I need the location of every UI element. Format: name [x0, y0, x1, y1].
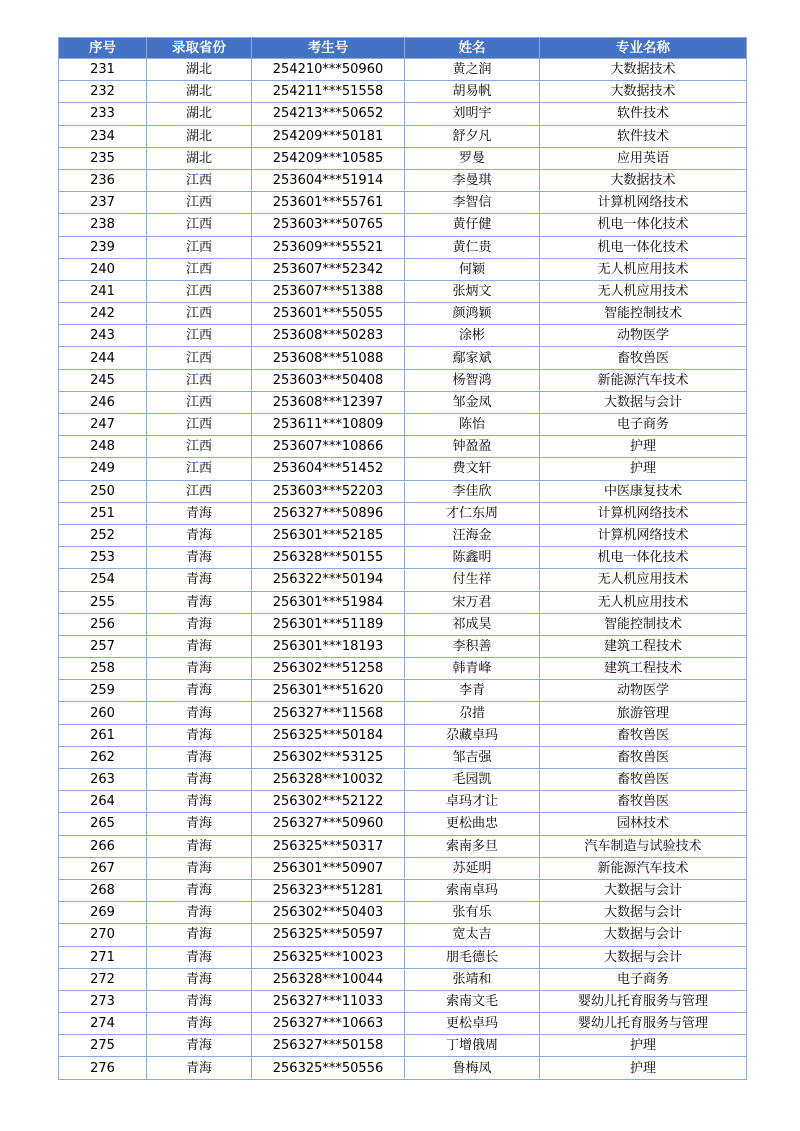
province-cell: 青海 [147, 1035, 252, 1057]
candidate-number-cell: 256328***10032 [252, 769, 405, 791]
serial-number-cell: 256 [59, 613, 147, 635]
province-cell: 青海 [147, 658, 252, 680]
province-cell: 江西 [147, 436, 252, 458]
candidate-number-cell: 256325***50184 [252, 724, 405, 746]
major-cell: 大数据与会计 [540, 924, 747, 946]
serial-number-cell: 246 [59, 391, 147, 413]
name-cell: 宋万君 [405, 591, 540, 613]
table-row [59, 414, 747, 436]
province-cell: 江西 [147, 347, 252, 369]
candidate-number-cell: 256302***51258 [252, 658, 405, 680]
name-cell: 李积善 [405, 635, 540, 657]
name-cell: 陈鑫明 [405, 547, 540, 569]
name-cell: 颜鸿颖 [405, 303, 540, 325]
candidate-number-cell: 253607***10866 [252, 436, 405, 458]
candidate-number-cell: 253608***12397 [252, 391, 405, 413]
name-cell: 宽太吉 [405, 924, 540, 946]
name-cell: 罗曼 [405, 147, 540, 169]
serial-number-cell: 271 [59, 946, 147, 968]
candidate-number-cell: 256301***51189 [252, 613, 405, 635]
serial-number-cell: 275 [59, 1035, 147, 1057]
major-cell: 电子商务 [540, 968, 747, 990]
province-cell: 青海 [147, 746, 252, 768]
name-cell: 张有乐 [405, 902, 540, 924]
major-cell: 畜牧兽医 [540, 347, 747, 369]
major-cell: 无人机应用技术 [540, 591, 747, 613]
table-row [59, 1057, 747, 1079]
serial-number-cell: 263 [59, 769, 147, 791]
province-cell: 湖北 [147, 59, 252, 81]
major-cell: 智能控制技术 [540, 613, 747, 635]
table-row [59, 436, 747, 458]
province-cell: 青海 [147, 524, 252, 546]
candidate-number-cell: 256327***10663 [252, 1013, 405, 1035]
serial-number-cell: 260 [59, 702, 147, 724]
province-cell: 青海 [147, 569, 252, 591]
province-cell: 江西 [147, 258, 252, 280]
name-cell: 更松卓玛 [405, 1013, 540, 1035]
candidate-number-cell: 256301***52185 [252, 524, 405, 546]
table-row [59, 591, 747, 613]
candidate-number-cell: 256301***51620 [252, 680, 405, 702]
serial-number-cell: 262 [59, 746, 147, 768]
province-cell: 青海 [147, 968, 252, 990]
name-cell: 何颖 [405, 258, 540, 280]
province-cell: 青海 [147, 946, 252, 968]
major-cell: 畜牧兽医 [540, 769, 747, 791]
major-cell: 婴幼儿托育服务与管理 [540, 1013, 747, 1035]
name-cell: 汪海金 [405, 524, 540, 546]
major-cell: 应用英语 [540, 147, 747, 169]
table-row [59, 547, 747, 569]
admission-table [58, 37, 747, 1080]
province-cell: 青海 [147, 591, 252, 613]
name-cell: 李曼琪 [405, 169, 540, 191]
province-cell: 青海 [147, 680, 252, 702]
name-cell: 丁增俄周 [405, 1035, 540, 1057]
name-cell: 韩青峰 [405, 658, 540, 680]
serial-number-cell: 239 [59, 236, 147, 258]
table-row [59, 391, 747, 413]
province-cell: 江西 [147, 214, 252, 236]
candidate-number-cell: 253611***10809 [252, 414, 405, 436]
province-cell: 青海 [147, 1057, 252, 1079]
major-cell: 动物医学 [540, 680, 747, 702]
table-row [59, 236, 747, 258]
candidate-number-cell: 256302***53125 [252, 746, 405, 768]
major-cell: 机电一体化技术 [540, 214, 747, 236]
province-cell: 青海 [147, 1013, 252, 1035]
province-cell: 江西 [147, 236, 252, 258]
name-cell: 鲁梅凤 [405, 1057, 540, 1079]
header-major: 专业名称 [540, 38, 747, 59]
header-province: 录取省份 [147, 38, 252, 59]
table-row [59, 724, 747, 746]
major-cell: 大数据与会计 [540, 879, 747, 901]
candidate-number-cell: 256327***50158 [252, 1035, 405, 1057]
name-cell: 黄之润 [405, 59, 540, 81]
table-row [59, 702, 747, 724]
name-cell: 邹吉强 [405, 746, 540, 768]
table-row [59, 635, 747, 657]
province-cell: 青海 [147, 990, 252, 1012]
major-cell: 护理 [540, 1035, 747, 1057]
candidate-number-cell: 253608***51088 [252, 347, 405, 369]
major-cell: 护理 [540, 436, 747, 458]
name-cell: 涂彬 [405, 325, 540, 347]
table-row [59, 1013, 747, 1035]
major-cell: 新能源汽车技术 [540, 369, 747, 391]
table-row [59, 192, 747, 214]
serial-number-cell: 264 [59, 791, 147, 813]
serial-number-cell: 249 [59, 458, 147, 480]
table-row [59, 835, 747, 857]
name-cell: 索南多旦 [405, 835, 540, 857]
major-cell: 大数据与会计 [540, 391, 747, 413]
table-body [59, 59, 747, 1080]
serial-number-cell: 270 [59, 924, 147, 946]
major-cell: 软件技术 [540, 125, 747, 147]
name-cell: 陈怡 [405, 414, 540, 436]
serial-number-cell: 231 [59, 59, 147, 81]
major-cell: 智能控制技术 [540, 303, 747, 325]
candidate-number-cell: 254209***10585 [252, 147, 405, 169]
name-cell: 朋毛德长 [405, 946, 540, 968]
candidate-number-cell: 256327***11568 [252, 702, 405, 724]
candidate-number-cell: 256327***50896 [252, 502, 405, 524]
major-cell: 畜牧兽医 [540, 746, 747, 768]
table-row [59, 303, 747, 325]
table-row [59, 857, 747, 879]
major-cell: 畜牧兽医 [540, 724, 747, 746]
serial-number-cell: 236 [59, 169, 147, 191]
serial-number-cell: 276 [59, 1057, 147, 1079]
header-candidate-number: 考生号 [252, 38, 405, 59]
table-row [59, 347, 747, 369]
table-row [59, 280, 747, 302]
name-cell: 李智信 [405, 192, 540, 214]
table-row [59, 258, 747, 280]
serial-number-cell: 253 [59, 547, 147, 569]
major-cell: 新能源汽车技术 [540, 857, 747, 879]
province-cell: 青海 [147, 813, 252, 835]
major-cell: 汽车制造与试验技术 [540, 835, 747, 857]
candidate-number-cell: 254211***51558 [252, 81, 405, 103]
serial-number-cell: 237 [59, 192, 147, 214]
province-cell: 青海 [147, 924, 252, 946]
table-row [59, 879, 747, 901]
major-cell: 机电一体化技术 [540, 547, 747, 569]
table-row [59, 502, 747, 524]
candidate-number-cell: 256301***51984 [252, 591, 405, 613]
name-cell: 毛园凯 [405, 769, 540, 791]
table-row [59, 480, 747, 502]
province-cell: 青海 [147, 724, 252, 746]
candidate-number-cell: 256328***50155 [252, 547, 405, 569]
province-cell: 青海 [147, 879, 252, 901]
candidate-number-cell: 256325***50556 [252, 1057, 405, 1079]
province-cell: 江西 [147, 391, 252, 413]
serial-number-cell: 235 [59, 147, 147, 169]
major-cell: 大数据技术 [540, 169, 747, 191]
province-cell: 江西 [147, 480, 252, 502]
serial-number-cell: 266 [59, 835, 147, 857]
candidate-number-cell: 256325***50597 [252, 924, 405, 946]
serial-number-cell: 247 [59, 414, 147, 436]
major-cell: 软件技术 [540, 103, 747, 125]
name-cell: 刘明宇 [405, 103, 540, 125]
major-cell: 大数据技术 [540, 59, 747, 81]
major-cell: 护理 [540, 1057, 747, 1079]
province-cell: 湖北 [147, 147, 252, 169]
major-cell: 无人机应用技术 [540, 258, 747, 280]
name-cell: 付生祥 [405, 569, 540, 591]
table-row [59, 147, 747, 169]
major-cell: 电子商务 [540, 414, 747, 436]
name-cell: 才仁东周 [405, 502, 540, 524]
table-row [59, 990, 747, 1012]
candidate-number-cell: 256302***50403 [252, 902, 405, 924]
table-row [59, 1035, 747, 1057]
major-cell: 建筑工程技术 [540, 658, 747, 680]
province-cell: 青海 [147, 769, 252, 791]
province-cell: 青海 [147, 902, 252, 924]
major-cell: 计算机网络技术 [540, 502, 747, 524]
province-cell: 湖北 [147, 125, 252, 147]
candidate-number-cell: 253601***55055 [252, 303, 405, 325]
table-row [59, 169, 747, 191]
table-row [59, 791, 747, 813]
serial-number-cell: 233 [59, 103, 147, 125]
name-cell: 尕措 [405, 702, 540, 724]
serial-number-cell: 232 [59, 81, 147, 103]
name-cell: 更松曲忠 [405, 813, 540, 835]
candidate-number-cell: 256327***50960 [252, 813, 405, 835]
serial-number-cell: 272 [59, 968, 147, 990]
province-cell: 江西 [147, 280, 252, 302]
name-cell: 尕藏卓玛 [405, 724, 540, 746]
major-cell: 无人机应用技术 [540, 280, 747, 302]
name-cell: 杨智鸿 [405, 369, 540, 391]
candidate-number-cell: 253601***55761 [252, 192, 405, 214]
province-cell: 湖北 [147, 81, 252, 103]
candidate-number-cell: 256301***50907 [252, 857, 405, 879]
major-cell: 无人机应用技术 [540, 569, 747, 591]
candidate-number-cell: 256328***10044 [252, 968, 405, 990]
candidate-number-cell: 253609***55521 [252, 236, 405, 258]
province-cell: 青海 [147, 835, 252, 857]
province-cell: 湖北 [147, 103, 252, 125]
candidate-number-cell: 256323***51281 [252, 879, 405, 901]
table-row [59, 902, 747, 924]
serial-number-cell: 243 [59, 325, 147, 347]
major-cell: 建筑工程技术 [540, 635, 747, 657]
name-cell: 卓玛才让 [405, 791, 540, 813]
major-cell: 计算机网络技术 [540, 524, 747, 546]
name-cell: 张炳文 [405, 280, 540, 302]
table-row [59, 613, 747, 635]
serial-number-cell: 257 [59, 635, 147, 657]
name-cell: 黄仔健 [405, 214, 540, 236]
major-cell: 大数据与会计 [540, 902, 747, 924]
candidate-number-cell: 253604***51452 [252, 458, 405, 480]
province-cell: 青海 [147, 791, 252, 813]
name-cell: 索南文毛 [405, 990, 540, 1012]
table-row [59, 569, 747, 591]
major-cell: 园林技术 [540, 813, 747, 835]
province-cell: 江西 [147, 325, 252, 347]
table-row [59, 524, 747, 546]
major-cell: 旅游管理 [540, 702, 747, 724]
serial-number-cell: 234 [59, 125, 147, 147]
candidate-number-cell: 256325***50317 [252, 835, 405, 857]
name-cell: 苏延明 [405, 857, 540, 879]
serial-number-cell: 251 [59, 502, 147, 524]
header-name: 姓名 [405, 38, 540, 59]
province-cell: 青海 [147, 502, 252, 524]
name-cell: 索南卓玛 [405, 879, 540, 901]
serial-number-cell: 245 [59, 369, 147, 391]
province-cell: 青海 [147, 547, 252, 569]
serial-number-cell: 238 [59, 214, 147, 236]
serial-number-cell: 248 [59, 436, 147, 458]
table-row [59, 458, 747, 480]
name-cell: 李佳欣 [405, 480, 540, 502]
major-cell: 婴幼儿托育服务与管理 [540, 990, 747, 1012]
name-cell: 黄仁贵 [405, 236, 540, 258]
serial-number-cell: 240 [59, 258, 147, 280]
table-row [59, 968, 747, 990]
serial-number-cell: 268 [59, 879, 147, 901]
name-cell: 胡易帆 [405, 81, 540, 103]
province-cell: 青海 [147, 613, 252, 635]
serial-number-cell: 250 [59, 480, 147, 502]
major-cell: 动物医学 [540, 325, 747, 347]
candidate-number-cell: 253603***50765 [252, 214, 405, 236]
table-row [59, 81, 747, 103]
name-cell: 费文轩 [405, 458, 540, 480]
serial-number-cell: 267 [59, 857, 147, 879]
serial-number-cell: 259 [59, 680, 147, 702]
serial-number-cell: 255 [59, 591, 147, 613]
name-cell: 舒夕凡 [405, 125, 540, 147]
province-cell: 江西 [147, 414, 252, 436]
candidate-number-cell: 254209***50181 [252, 125, 405, 147]
serial-number-cell: 244 [59, 347, 147, 369]
major-cell: 大数据技术 [540, 81, 747, 103]
candidate-number-cell: 254210***50960 [252, 59, 405, 81]
table-row [59, 680, 747, 702]
major-cell: 中医康复技术 [540, 480, 747, 502]
name-cell: 邹金凤 [405, 391, 540, 413]
serial-number-cell: 254 [59, 569, 147, 591]
name-cell: 李青 [405, 680, 540, 702]
name-cell: 鄢家斌 [405, 347, 540, 369]
admission-list-sheet [58, 37, 741, 1080]
table-row [59, 59, 747, 81]
header-serial-number: 序号 [59, 38, 147, 59]
table-row [59, 369, 747, 391]
province-cell: 青海 [147, 702, 252, 724]
name-cell: 钟盈盈 [405, 436, 540, 458]
candidate-number-cell: 253603***50408 [252, 369, 405, 391]
serial-number-cell: 252 [59, 524, 147, 546]
serial-number-cell: 261 [59, 724, 147, 746]
province-cell: 江西 [147, 192, 252, 214]
candidate-number-cell: 254213***50652 [252, 103, 405, 125]
candidate-number-cell: 253608***50283 [252, 325, 405, 347]
candidate-number-cell: 253604***51914 [252, 169, 405, 191]
table-row [59, 325, 747, 347]
major-cell: 大数据与会计 [540, 946, 747, 968]
major-cell: 计算机网络技术 [540, 192, 747, 214]
table-row [59, 769, 747, 791]
candidate-number-cell: 253603***52203 [252, 480, 405, 502]
province-cell: 青海 [147, 857, 252, 879]
candidate-number-cell: 256327***11033 [252, 990, 405, 1012]
table-row [59, 924, 747, 946]
serial-number-cell: 258 [59, 658, 147, 680]
serial-number-cell: 265 [59, 813, 147, 835]
table-row [59, 103, 747, 125]
serial-number-cell: 274 [59, 1013, 147, 1035]
province-cell: 江西 [147, 458, 252, 480]
candidate-number-cell: 256301***18193 [252, 635, 405, 657]
province-cell: 青海 [147, 635, 252, 657]
table-row [59, 746, 747, 768]
province-cell: 江西 [147, 369, 252, 391]
candidate-number-cell: 256302***52122 [252, 791, 405, 813]
candidate-number-cell: 256322***50194 [252, 569, 405, 591]
serial-number-cell: 273 [59, 990, 147, 1012]
major-cell: 机电一体化技术 [540, 236, 747, 258]
major-cell: 畜牧兽医 [540, 791, 747, 813]
table-row [59, 214, 747, 236]
serial-number-cell: 269 [59, 902, 147, 924]
table-row [59, 658, 747, 680]
table-row [59, 946, 747, 968]
serial-number-cell: 242 [59, 303, 147, 325]
header-row [59, 38, 747, 59]
province-cell: 江西 [147, 303, 252, 325]
table-row [59, 125, 747, 147]
name-cell: 祁成昊 [405, 613, 540, 635]
serial-number-cell: 241 [59, 280, 147, 302]
table-row [59, 813, 747, 835]
candidate-number-cell: 253607***51388 [252, 280, 405, 302]
table-header [59, 38, 747, 59]
name-cell: 张靖和 [405, 968, 540, 990]
candidate-number-cell: 256325***10023 [252, 946, 405, 968]
major-cell: 护理 [540, 458, 747, 480]
candidate-number-cell: 253607***52342 [252, 258, 405, 280]
province-cell: 江西 [147, 169, 252, 191]
